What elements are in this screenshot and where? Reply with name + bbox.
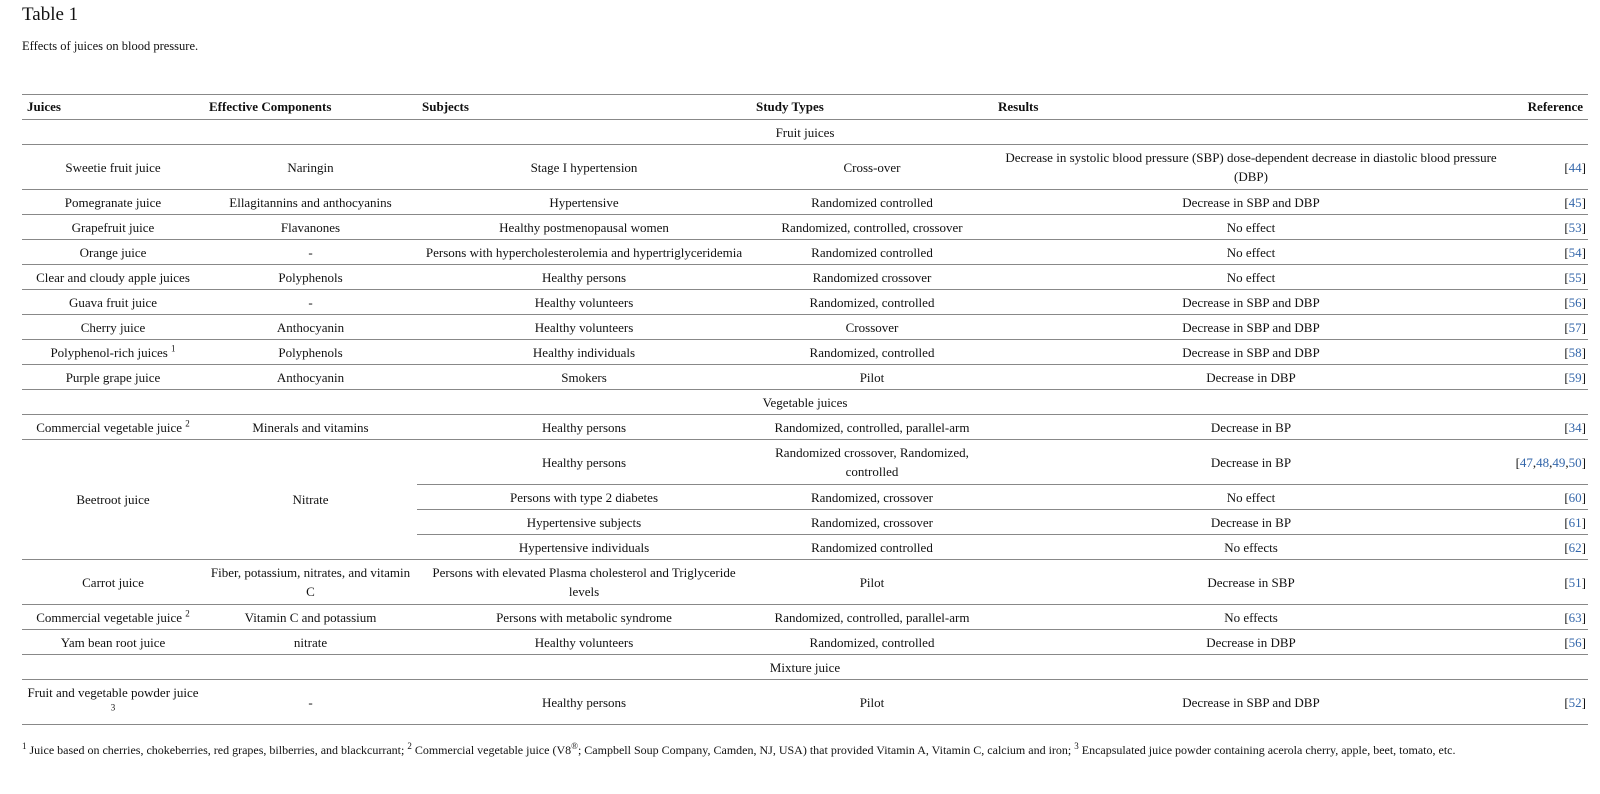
table-row [22,340,1588,365]
result-cell [993,535,1509,560]
result-cell-text: No effect [1226,489,1276,505]
reference-link[interactable]: 61 [1568,514,1582,530]
subjects-cell-text: Healthy postmenopausal women [499,219,669,235]
reference-link[interactable]: 34 [1568,419,1582,435]
result-cell-text: No effect [1226,244,1276,260]
subjects-cell [417,215,751,240]
juice-cell [22,440,204,560]
component-cell [204,190,417,215]
header-juices: Juices [27,99,61,114]
study-type-cell-text: Cross-over [843,159,901,175]
reference-cell: [62] [1564,539,1586,555]
component-cell [204,265,417,290]
subjects-cell-text: Healthy volunteers [534,294,634,310]
component-cell-text: - [308,294,313,310]
component-cell-text: Ellagitannins and anthocyanins [229,194,392,210]
section-label [22,120,1588,145]
subjects-cell [417,630,751,655]
header-study-types: Study Types [756,99,824,114]
result-cell [993,365,1509,390]
result-cell-text: Decrease in SBP and DBP [1182,194,1320,210]
result-cell-text: No effect [1226,219,1276,235]
section-row [22,655,1588,680]
result-cell-text: No effects [1224,609,1278,625]
component-cell [204,440,417,560]
study-type-cell [751,190,993,215]
study-type-cell [751,215,993,240]
header-subjects: Subjects [422,99,469,114]
study-type-cell [751,680,993,725]
study-type-cell [751,265,993,290]
component-cell [204,315,417,340]
subjects-cell [417,535,751,560]
reference-link[interactable]: 48 [1536,454,1550,470]
subjects-cell-text: Healthy individuals [532,344,636,360]
study-type-cell [751,535,993,560]
component-cell-text: nitrate [293,634,328,650]
table-row [22,415,1588,440]
reference-cell: [47,48,49,50] [1515,454,1586,470]
subjects-cell [417,190,751,215]
component-cell [204,240,417,265]
reference-cell: [52] [1564,694,1586,710]
header-row [22,95,1588,120]
study-type-cell [751,340,993,365]
subjects-cell-text: Persons with elevated Plasma cholesterol and Triglyceride levels [432,565,736,599]
study-type-cell-text: Randomized controlled [811,539,933,555]
component-cell [204,680,417,725]
subjects-cell-text: Smokers [561,369,607,385]
footnote-ref: 2 [185,608,190,619]
footnote-text-1: Juice based on cherries, chokeberries, red grapes, bilberries, and blackcurrant; [26,743,408,757]
result-cell-text: Decrease in BP [1210,514,1292,530]
result-cell [993,145,1509,190]
juice-cell-text: Clear and cloudy apple juices [36,269,190,285]
footnote-ref: 3 [110,702,116,713]
reference-link[interactable]: 50 [1568,454,1582,470]
result-cell [993,510,1509,535]
reference-link[interactable]: 60 [1568,489,1582,505]
study-type-cell [751,485,993,510]
study-type-cell-text: Randomized, controlled, crossover [781,219,963,235]
footnotes [22,743,1456,758]
juice-cell [22,215,204,240]
component-cell-text: - [308,694,313,710]
reference-link[interactable]: 62 [1568,539,1582,555]
subjects-cell [417,145,751,190]
study-type-cell-text: Randomized controlled [811,244,933,260]
result-cell [993,265,1509,290]
result-cell [993,485,1509,510]
juices-table [22,94,1588,725]
study-type-cell [751,365,993,390]
reference-link[interactable]: 45 [1568,194,1582,210]
subjects-cell-text: Persons with metabolic syndrome [496,609,672,625]
table-row [22,315,1588,340]
component-cell-text: Fiber, potassium, nitrates, and vitamin C [210,565,411,599]
study-type-cell-text: Randomized, controlled, parallel-arm [774,419,970,435]
juice-cell-text: Orange juice [79,244,147,260]
study-type-cell-text: Randomized crossover, Randomized, controlled [775,445,969,479]
reference-link[interactable]: 56 [1568,634,1582,650]
result-cell [993,290,1509,315]
juice-cell-text: Fruit and vegetable powder juice [27,685,199,700]
table-title: Table 1 [22,4,79,25]
component-cell [204,340,417,365]
table-row [22,265,1588,290]
juice-cell [22,415,204,440]
reference-cell: [58] [1564,344,1586,360]
juice-cell [22,340,204,365]
study-type-cell-text: Pilot [859,694,885,710]
section-label-text: Fruit juices [775,124,835,140]
subjects-cell-text: Persons with type 2 diabetes [509,489,659,505]
juice-cell [22,315,204,340]
table-caption: Effects of juices on blood pressure. [22,39,199,53]
juice-cell [22,265,204,290]
section-label [22,655,1588,680]
reference-cell: [55] [1564,269,1586,285]
component-cell [204,630,417,655]
result-cell-text: Decrease in SBP and DBP [1182,294,1320,310]
result-cell [993,415,1509,440]
component-cell-text: - [308,244,313,260]
result-cell-text: Decrease in SBP and DBP [1182,319,1320,335]
study-type-cell [751,510,993,535]
result-cell-text: Decrease in BP [1210,419,1292,435]
component-cell [204,215,417,240]
component-cell-text: Anthocyanin [276,369,345,385]
table-row [22,190,1588,215]
result-cell-text: No effects [1224,539,1278,555]
result-cell [993,190,1509,215]
subjects-cell [417,485,751,510]
study-type-cell-text: Randomized, crossover [810,489,934,505]
table-row [22,560,1588,605]
section-row [22,120,1588,145]
component-cell-text: Minerals and vitamins [252,419,369,435]
reference-cell: [60] [1564,489,1586,505]
result-cell [993,560,1509,605]
study-type-cell-text: Randomized, crossover [810,514,934,530]
footnote-marker-3: 3 [1074,741,1079,751]
registered-mark: ® [571,741,578,751]
reference-cell: [59] [1564,369,1586,385]
reference-cell: [57] [1564,319,1586,335]
result-cell [993,630,1509,655]
result-cell-text: Decrease in BP [1210,454,1292,470]
result-cell [993,240,1509,265]
reference-cell: [44] [1564,159,1586,175]
component-cell [204,415,417,440]
study-type-cell [751,440,993,485]
result-cell [993,215,1509,240]
study-type-cell [751,240,993,265]
subjects-cell-text: Hypertensive subjects [526,514,642,530]
component-cell [204,605,417,630]
juice-cell-text: Polyphenol-rich juices [50,344,168,360]
component-cell-text: Polyphenols [278,344,343,360]
juice-cell [22,145,204,190]
footnote-text-3: Encapsulated juice powder containing acerola cherry, apple, beet, tomato, etc. [1078,743,1456,757]
juice-cell-text: Guava fruit juice [68,294,158,310]
juice-cell-text: Carrot juice [82,574,144,590]
component-cell [204,290,417,315]
reference-link[interactable]: 47 [1519,454,1533,470]
component-cell-text: Nitrate [292,492,329,507]
table-row [22,630,1588,655]
component-cell-text: Anthocyanin [276,319,345,335]
study-type-cell-text: Randomized crossover [812,269,932,285]
juice-cell [22,630,204,655]
juice-cell [22,560,204,605]
study-type-cell [751,315,993,340]
study-type-cell-text: Randomized, controlled [809,344,935,360]
juice-cell-text: Purple grape juice [65,369,161,385]
subjects-cell [417,240,751,265]
juice-cell [22,290,204,315]
component-cell [204,560,417,605]
component-cell-text: Polyphenols [278,269,343,285]
reference-link[interactable]: 58 [1568,344,1582,360]
subjects-cell [417,340,751,365]
study-type-cell [751,630,993,655]
footnote-ref: 1 [171,343,176,354]
component-cell-text: Naringin [287,159,334,175]
subjects-cell [417,415,751,440]
reference-cell: [56] [1564,294,1586,310]
component-cell-text: Flavanones [280,219,341,235]
header-reference: Reference [1527,99,1583,114]
juice-cell-text: Commercial vegetable juice [36,419,183,435]
subjects-cell-text: Healthy volunteers [534,634,634,650]
header-components: Effective Components [209,99,332,114]
subjects-cell-text: Persons with hypercholesterolemia and hypertriglyceridemia [425,244,743,260]
result-cell-text: Decrease in SBP and DBP [1182,344,1320,360]
footnote-marker-1: 1 [22,741,27,751]
reference-link[interactable]: 53 [1568,219,1582,235]
subjects-cell [417,605,751,630]
reference-cell: [63] [1564,609,1586,625]
subjects-cell [417,365,751,390]
result-cell-text: Decrease in systolic blood pressure (SBP) dose-dependent decrease in diastolic blood pressure (DBP) [1005,150,1497,184]
footnote-ref: 2 [185,418,190,429]
section-label-text: Mixture juice [769,659,841,675]
juice-cell-text: Grapefruit juice [71,219,155,235]
juice-cell-text: Commercial vegetable juice [36,609,183,625]
juice-cell [22,680,204,725]
subjects-cell-text: Healthy volunteers [534,319,634,335]
subjects-cell [417,315,751,340]
reference-cell: [61] [1564,514,1586,530]
reference-link[interactable]: 44 [1568,159,1582,175]
reference-link[interactable]: 49 [1552,454,1566,470]
study-type-cell-text: Randomized, controlled [809,634,935,650]
subjects-cell [417,510,751,535]
subjects-cell-text: Hypertensive [549,194,619,210]
study-type-cell-text: Pilot [859,369,885,385]
reference-link[interactable]: 59 [1568,369,1582,385]
result-cell [993,440,1509,485]
section-label-text: Vegetable juices [762,394,848,410]
juice-cell-text: Pomegranate juice [64,194,162,210]
study-type-cell [751,605,993,630]
reference-cell: [56] [1564,634,1586,650]
subjects-cell-text: Healthy persons [541,269,627,285]
subjects-cell [417,680,751,725]
reference-cell: [53] [1564,219,1586,235]
result-cell [993,340,1509,365]
juice-cell [22,605,204,630]
subjects-cell-text: Stage I hypertension [530,159,638,175]
study-type-cell-text: Randomized controlled [811,194,933,210]
component-cell [204,145,417,190]
reference-link[interactable]: 54 [1568,244,1582,260]
header-results: Results [998,99,1039,114]
juice-cell [22,365,204,390]
table-row [22,145,1588,190]
subjects-cell-text: Healthy persons [541,454,627,470]
table-row [22,605,1588,630]
study-type-cell [751,290,993,315]
juice-cell [22,240,204,265]
result-cell-text: Decrease in SBP [1207,574,1295,590]
result-cell [993,680,1509,725]
result-cell-text: Decrease in SBP and DBP [1182,694,1320,710]
study-type-cell [751,145,993,190]
study-type-cell-text: Pilot [859,574,885,590]
table-row [22,290,1588,315]
section-row [22,390,1588,415]
table-row [22,680,1588,725]
juice-cell-text: Yam bean root juice [60,634,166,650]
study-type-cell-text: Randomized, controlled, parallel-arm [774,609,970,625]
juice-cell-text: Beetroot juice [76,492,150,507]
subjects-cell [417,560,751,605]
table-row [22,365,1588,390]
table-row [22,440,1588,485]
table-body [22,120,1588,725]
study-type-cell [751,560,993,605]
juice-cell [22,190,204,215]
result-cell [993,315,1509,340]
reference-link[interactable]: 63 [1568,609,1582,625]
study-type-cell-text: Crossover [845,319,899,335]
reference-link[interactable]: 56 [1568,294,1582,310]
study-type-cell [751,415,993,440]
reference-cell: [45] [1564,194,1586,210]
section-label [22,390,1588,415]
juice-cell-text: Sweetie fruit juice [65,159,161,175]
study-type-cell-text: Randomized, controlled [809,294,935,310]
subjects-cell [417,290,751,315]
table-row [22,215,1588,240]
result-cell-text: No effect [1226,269,1276,285]
reference-link[interactable]: 57 [1568,319,1582,335]
footnote-text-2b: ; Campbell Soup Company, Camden, NJ, USA) that provided Vitamin A, Vitamin C, calcium and iron; [577,743,1075,757]
reference-link[interactable]: 52 [1568,694,1582,710]
component-cell [204,365,417,390]
result-cell-text: Decrease in DBP [1206,369,1296,385]
reference-cell: [34] [1564,419,1586,435]
subjects-cell [417,265,751,290]
table-row [22,240,1588,265]
reference-cell: [54] [1564,244,1586,260]
footnote-text-2a: Commercial vegetable juice (V8 [411,743,572,757]
result-cell [993,605,1509,630]
reference-link[interactable]: 55 [1568,269,1582,285]
result-cell-text: Decrease in DBP [1206,634,1296,650]
reference-link[interactable]: 51 [1568,574,1582,590]
component-cell-text: Vitamin C and potassium [244,609,377,625]
reference-cell: [51] [1564,574,1586,590]
subjects-cell [417,440,751,485]
subjects-cell-text: Hypertensive individuals [518,539,650,555]
footnote-marker-2: 2 [407,741,412,751]
juice-cell-text: Cherry juice [80,319,146,335]
subjects-cell-text: Healthy persons [541,419,627,435]
subjects-cell-text: Healthy persons [541,694,627,710]
